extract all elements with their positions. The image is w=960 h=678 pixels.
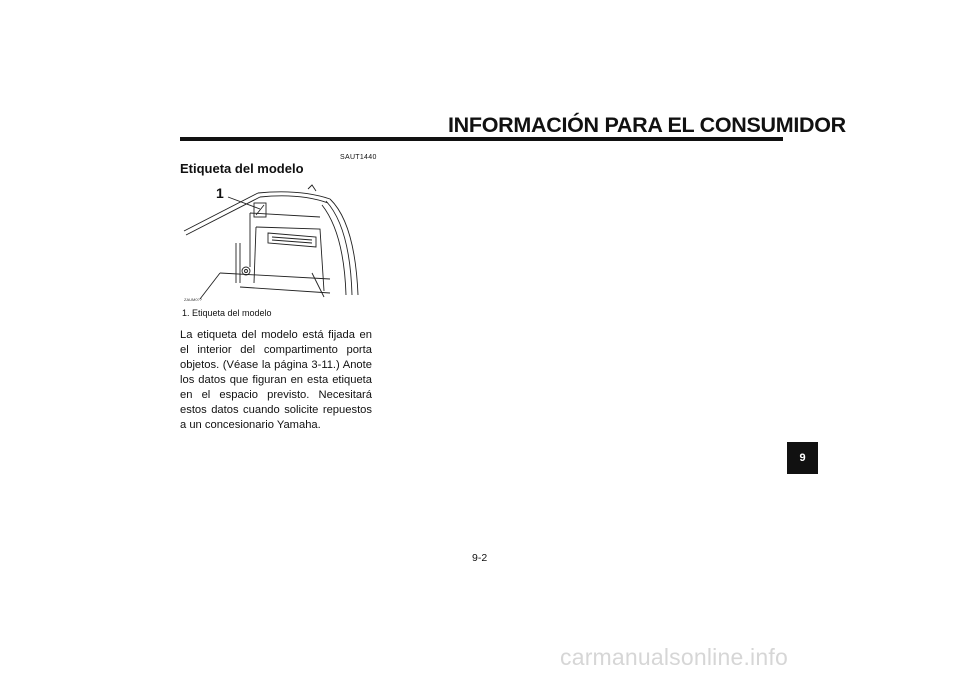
section-heading: Etiqueta del modelo [180, 161, 304, 176]
reference-code: SAUT1440 [340, 154, 377, 161]
body-paragraph: La etiqueta del modelo está fijada en el interior del compartimento porta objetos. (Véase la página 3-11.) Anote los datos que figuran en esta etiqueta en el espacio previsto. Necesitará estos datos cuando solicite repuestos a un concesionario Yamaha. [180, 329, 372, 431]
page-header-title: INFORMACIÓN PARA EL CONSUMIDOR [448, 113, 846, 137]
figure-caption: 1. Etiqueta del modelo [182, 308, 272, 318]
callout-number: 1 [216, 185, 224, 201]
figure-image-code: ZAUM0?? [184, 297, 203, 302]
storage-compartment-illustration [180, 183, 372, 305]
header-rule [180, 137, 783, 141]
page-number: 9-2 [472, 552, 488, 564]
chapter-tab: 9 [787, 442, 818, 474]
watermark: carmanualsonline.info [560, 644, 788, 670]
